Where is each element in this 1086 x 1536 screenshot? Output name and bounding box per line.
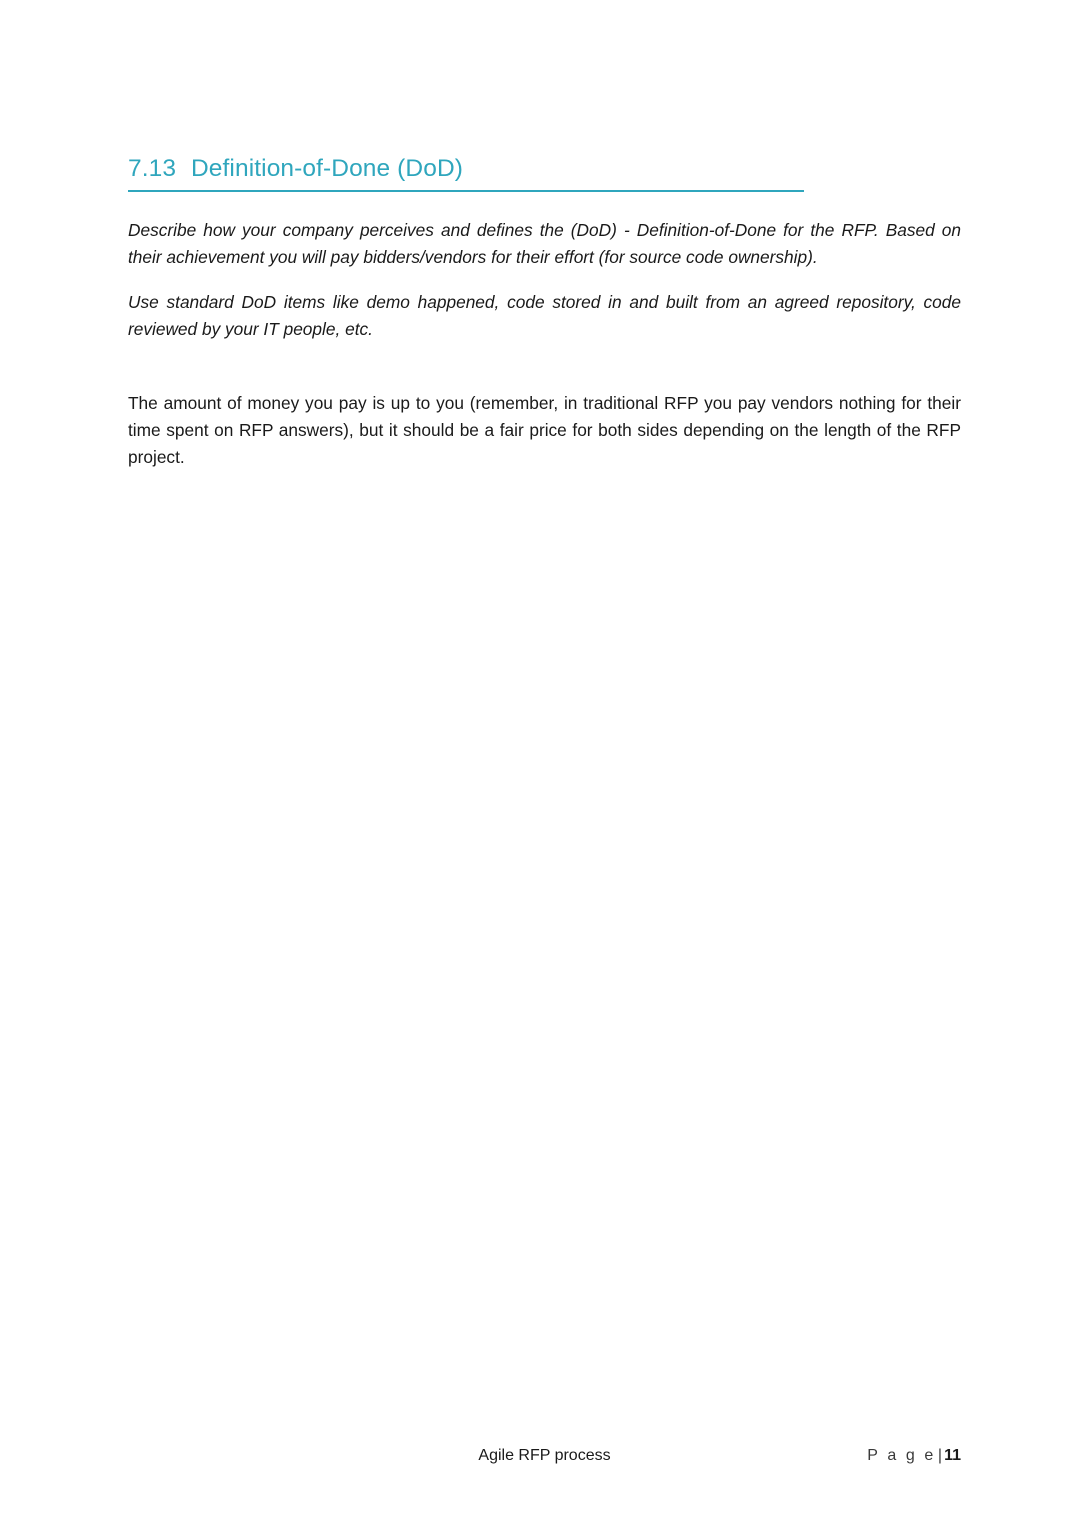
- footer-page-label: P a g e: [867, 1447, 936, 1464]
- paragraph-payment: The amount of money you pay is up to you (remember, in traditional RFP you pay vendors nothing for their time spent on RFP answers), but it should be a fair price for both sides depending on the length of the RFP project.: [128, 392, 961, 468]
- paragraph-dod-items: Use standard DoD items like demo happened, code stored in and built from an agreed repository, code reviewed by your IT people, etc.: [128, 291, 961, 340]
- footer-page-indicator: [867, 1447, 961, 1465]
- footer-page-number: 11: [944, 1447, 961, 1464]
- footer-title: Agile RFP process: [478, 1447, 611, 1464]
- section-number: 7.13: [128, 155, 177, 182]
- paragraph-intro: Describe how your company perceives and defines the (DoD) - Definition-of-Done for the RFP. Based on their achievement you will pay bidders/vendors for their effort (for source code ownership).: [128, 220, 961, 268]
- page-content: [128, 155, 961, 489]
- footer-separator: |: [937, 1447, 943, 1464]
- section-heading: [128, 155, 804, 192]
- page-title: Definition-of-Done (DoD): [191, 155, 463, 182]
